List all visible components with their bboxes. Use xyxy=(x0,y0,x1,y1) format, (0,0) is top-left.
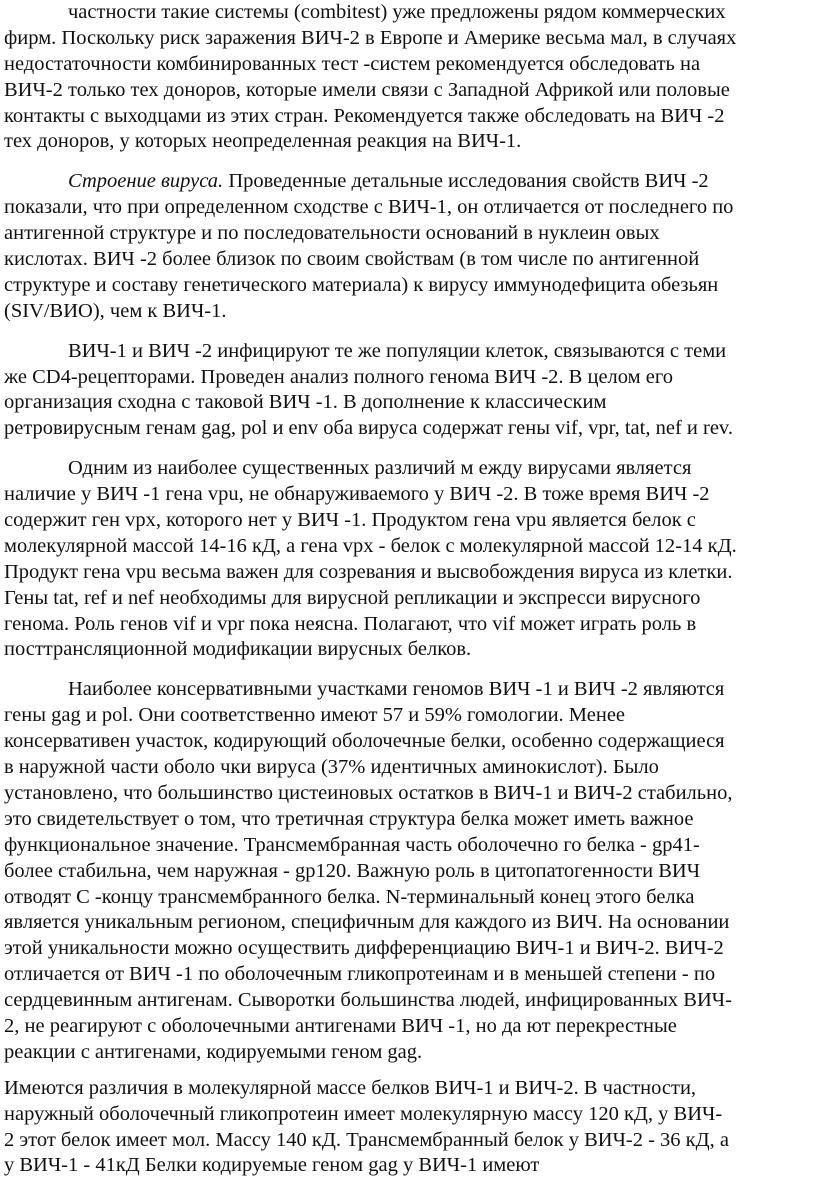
text-line: контакты с выходцами из этих стран. Рекомендуется также обследовать на ВИЧ -2 xyxy=(4,104,725,127)
text-line: 2, не реагируют с оболочечными антигенами ВИЧ -1, но да ют перекрестные xyxy=(4,1014,677,1037)
paragraph-4 xyxy=(4,456,816,663)
text-line: показали, что при определенном сходстве с ВИЧ-1, он отличается от последнего по xyxy=(4,196,734,219)
paragraph-1 xyxy=(4,0,816,155)
text-line: сердцевинным антигенам. Сыворотки большинства людей, инфицированных ВИЧ- xyxy=(4,989,732,1012)
text-line: (SIV/ВИО), чем к ВИЧ-1. xyxy=(4,299,227,322)
text-line: Гены tat, ref и nef необходимы для вирусной репликации и экспресси вирусного xyxy=(4,586,701,609)
text-line: содержит ген vpx, которого нет у ВИЧ -1. Продуктом гена vpu является белок с xyxy=(4,509,696,532)
paragraph-spacer xyxy=(4,442,816,456)
text-line xyxy=(4,169,816,195)
section-heading-virus-structure: Строение вируса. xyxy=(68,170,224,193)
text-line: это свидетельствует о том, что третичная структура белка может иметь важное xyxy=(4,807,694,830)
text-line: недостаточности комбинированных тест -систем рекомендуется обследовать на xyxy=(4,52,701,75)
text-line: ретровирусным генам gag, pol и env оба вируса содержат гены vif, vpr, tat, nef и rev. xyxy=(4,417,733,440)
text-line: 2 этот белок имеет мол. Массу 140 кД. Трансмембранный белок у ВИЧ-2 - 36 кД, а xyxy=(4,1128,729,1151)
paragraph-spacer xyxy=(4,155,816,169)
text-line: более стабильна, чем наружная - gp120. Важную роль в цитопатогенности ВИЧ xyxy=(4,859,701,882)
text-line: ВИЧ-1 и ВИЧ -2 инфицируют те же популяции клеток, связываются с теми xyxy=(68,339,727,362)
text-line: реакции с антигенами, кодируемыми геном gag. xyxy=(4,1040,423,1063)
text-line: посттрансляционной модификации вирусных белков. xyxy=(4,638,472,661)
text-line: Наиболее консервативными участками геномов ВИЧ -1 и ВИЧ -2 являются xyxy=(68,678,725,701)
paragraph-3 xyxy=(4,339,816,443)
text-line-rest: Проведенные детальные исследования свойств ВИЧ -2 xyxy=(223,170,709,193)
paragraph-6 xyxy=(4,1076,816,1180)
text-line: установлено, что большинство цистеиновых остатков в ВИЧ-1 и ВИЧ-2 стабильно, xyxy=(4,781,733,804)
text-line: тех доноров, у которых неопределенная реакция на ВИЧ-1. xyxy=(4,130,522,153)
text-line: гены gag и pol. Они соответственно имеют 57 и 59% гомологии. Менее xyxy=(4,704,626,727)
text-line: является уникальным регионом, специфичным для каждого из ВИЧ. На основании xyxy=(4,911,730,934)
text-line: кислотах. ВИЧ -2 более близок по своим свойствам (в том числе по антигенной xyxy=(4,248,700,271)
text-line: генома. Роль генов vif и vpr пока неясна. Полагают, что vif может играть роль в xyxy=(4,612,697,635)
paragraph-5 xyxy=(4,677,816,1065)
paragraph-2 xyxy=(4,169,816,324)
text-line: наличие у ВИЧ -1 гена vpu, не обнаруживаемого у ВИЧ -2. В тоже время ВИЧ -2 xyxy=(4,483,710,506)
text-line: у ВИЧ-1 - 41кД Белки кодируемые геном gag у ВИЧ-1 имеют xyxy=(4,1154,540,1177)
text-line: Имеются различия в молекулярной массе белков ВИЧ-1 и ВИЧ-2. В частности, xyxy=(4,1076,697,1099)
text-line: Продукт гена vpu весьма важен для созревания и высвобождения вируса из клетки. xyxy=(4,560,733,583)
document-page xyxy=(4,0,816,1179)
text-line: наружный оболочечный гликопротеин имеет молекулярную массу 120 кД, у ВИЧ- xyxy=(4,1102,723,1125)
paragraph-spacer xyxy=(4,1066,816,1076)
text-line: антигенной структуре и по последовательности оснований в нуклеин овых xyxy=(4,222,660,245)
text-line: отводят С -концу трансмембранного белка. N-терминальный конец этого белка xyxy=(4,885,695,908)
text-line: структуре и составу генетического материала) к вирусу иммунодефицита обезьян xyxy=(4,273,719,296)
text-line: же CD4-рецепторами. Проведен анализ полного генома ВИЧ -2. В целом его xyxy=(4,365,673,388)
paragraph-spacer xyxy=(4,325,816,339)
text-line: частности такие системы (combitest) уже предложены рядом коммерческих xyxy=(68,1,726,23)
text-line: консервативен участок, кодирующий оболочечные белки, особенно содержащиеся xyxy=(4,730,725,753)
text-line: молекулярной массой 14-16 кД, а гена vpx - белок с молекулярной массой 12-14 кД. xyxy=(4,534,737,557)
text-line: функциональное значение. Трансмембранная часть оболочечно го белка - gp41- xyxy=(4,833,700,856)
text-line: этой уникальности можно осуществить дифференциацию ВИЧ-1 и ВИЧ-2. ВИЧ-2 xyxy=(4,937,724,960)
paragraph-spacer xyxy=(4,663,816,677)
text-line: отличается от ВИЧ -1 по оболочечным гликопротеинам и в меньшей степени - по xyxy=(4,963,716,986)
text-line: организация сходна с таковой ВИЧ -1. В дополнение к классическим xyxy=(4,391,607,414)
text-line: в наружной части оболо чки вируса (37% идентичных аминокислот). Было xyxy=(4,756,659,779)
text-line: ВИЧ-2 только тех доноров, которые имели связи с Западной Африкой или половые xyxy=(4,78,730,101)
text-line: Одним из наиболее существенных различий м ежду вирусами является xyxy=(68,457,692,480)
text-line: фирм. Поскольку риск заражения ВИЧ-2 в Европе и Америке весьма мал, в случаях xyxy=(4,26,737,49)
